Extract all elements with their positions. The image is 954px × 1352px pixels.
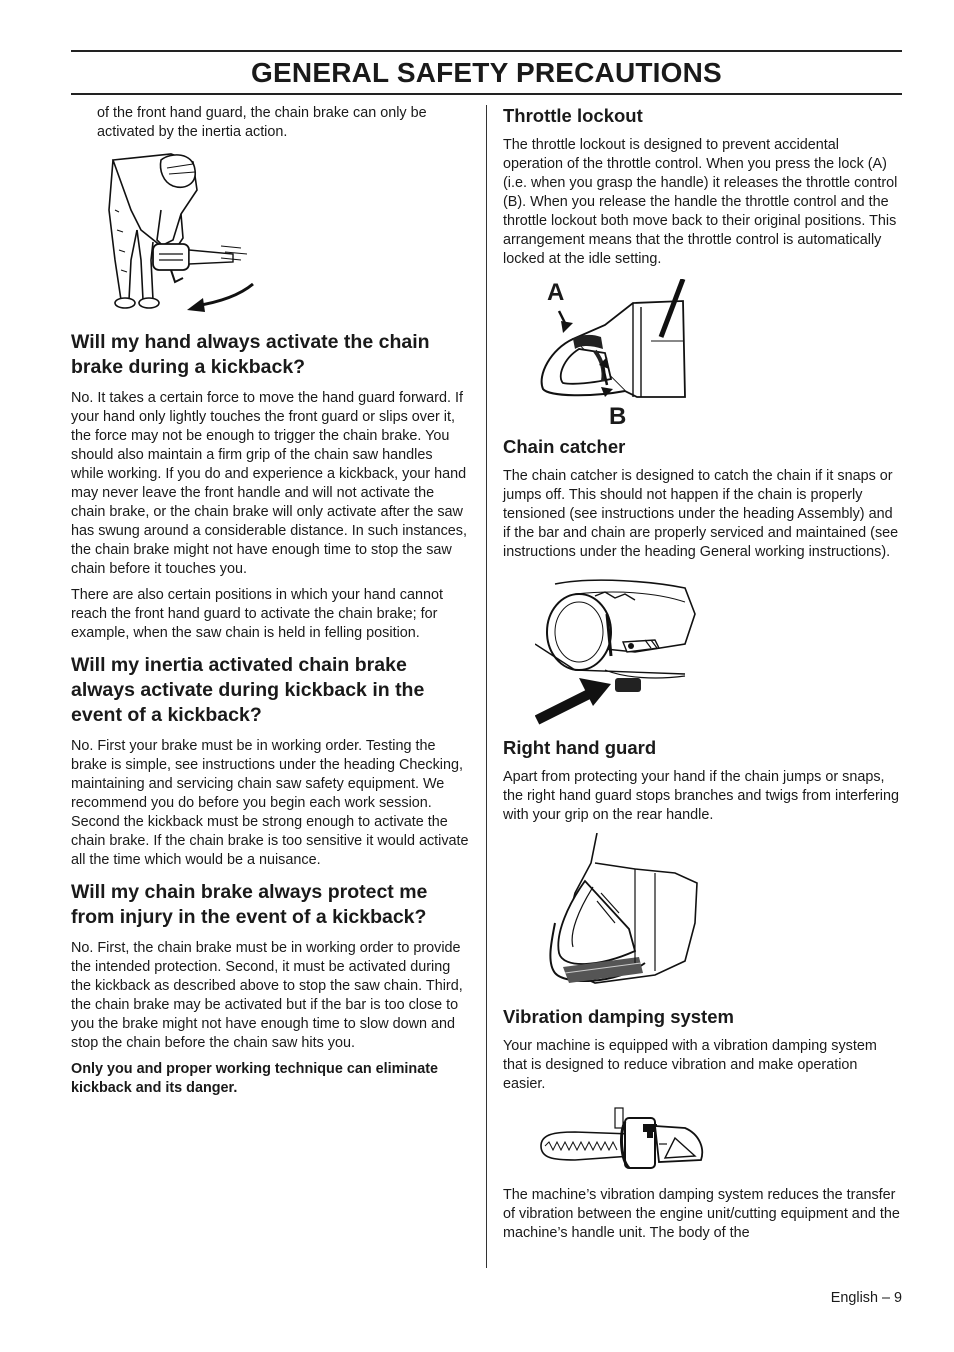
heading-vibration-damping: Vibration damping system bbox=[503, 1006, 734, 1027]
intro-text: of the front hand guard, the chain brake can only be activated by the inertia action. bbox=[97, 105, 427, 140]
throttle-lockout-figure bbox=[533, 279, 733, 435]
heading-inertia-brake: Will my inertia activated chain brake always activate during kickback in the event of a kickback? bbox=[71, 654, 425, 726]
page-footer: English – 9 bbox=[830, 1290, 902, 1306]
column-divider bbox=[486, 105, 487, 1268]
heading-throttle-lockout: Throttle lockout bbox=[503, 105, 643, 126]
paragraph-hand-activate-2: There are also certain positions in which your hand cannot reach the front hand guard to activate the chain brake; for example, when the saw chain is held in felling position. bbox=[71, 587, 443, 641]
heading-brake-protect: Will my chain brake always protect me from injury in the event of a kickback? bbox=[71, 881, 428, 928]
label-b: B bbox=[609, 403, 627, 430]
heading-hand-activate: Will my hand always activate the chain brake during a kickback? bbox=[71, 331, 430, 378]
paragraph-chain-catcher: The chain catcher is designed to catch the chain if it snaps or jumps off. This should not happen if the chain is properly tensioned (see instructions under the heading Assembly) and if the bar and chain are properly serviced and maintained (see instructions under the heading General working instructions). bbox=[503, 468, 899, 560]
warning-technique: Only you and proper working technique can eliminate kickback and its danger. bbox=[71, 1061, 439, 1096]
paragraph-inertia-brake: No. First your brake must be in working order. Testing the brake is simple, see instructions under the heading Checking, maintaining and servicing chain saw safety equipment. We recommend you do before you begin each work session. Second the kickback must be strong enough to activate the chain brake. If the chain brake is too sensitive it would activate all the time which would be a nuisance. bbox=[71, 738, 469, 868]
paragraph-hand-activate-1: No. It takes a certain force to move the hand guard forward. If your hand only lightly touches the front guard or slips over it, the force may not be enough to trigger the chain brake. You should also maintain a firm grip of the chain saw handles while working. If you do and experience a kickback, your hand may never leave the front handle and will not activate the chain brake, or the chain brake will only activate after the saw has swung around a considerable distance. In such instances, the chain brake might not have enough time to stop the saw chain before it touches you. bbox=[71, 390, 467, 577]
vibration-damping-illustration bbox=[535, 1104, 707, 1174]
header-rule-top bbox=[71, 50, 902, 52]
right-hand-guard-illustration bbox=[535, 833, 715, 995]
label-a: A bbox=[547, 279, 565, 306]
kickback-operator-illustration bbox=[101, 150, 301, 320]
paragraph-throttle-lockout: The throttle lockout is designed to prevent accidental operation of the throttle control. When you press the lock (A) (i.e. when you grasp the handle) it releases the throttle control (B). When you release the handle the throttle control and the throttle lockout both move back to their original positions. This arrangement means that the throttle control is automatically locked at the idle setting. bbox=[503, 137, 898, 267]
paragraph-vibration-1: Your machine is equipped with a vibration damping system that is designed to reduce vibration and make operation easier. bbox=[503, 1038, 877, 1092]
paragraph-brake-protect: No. First, the chain brake must be in working order to provide the intended protection. Second, it must be activated during the kickback as described above to stop the saw chain. Third, the chain brake may be activated but if the bar is too close to you the brake might not have enough time to slow down and stop the chain before the chain saw hits you. bbox=[71, 940, 463, 1051]
heading-right-hand-guard: Right hand guard bbox=[503, 737, 657, 758]
paragraph-right-hand-guard: Apart from protecting your hand if the chain jumps or snaps, the right hand guard stops branches and twigs from interfering with your grip on the rear handle. bbox=[503, 769, 899, 823]
page-title: GENERAL SAFETY PRECAUTIONS bbox=[251, 57, 722, 88]
right-column bbox=[503, 104, 902, 1243]
chain-catcher-illustration bbox=[535, 574, 715, 726]
left-column bbox=[71, 104, 469, 1098]
header-rule-bottom bbox=[71, 93, 902, 95]
heading-chain-catcher: Chain catcher bbox=[503, 436, 626, 457]
paragraph-vibration-2: The machine’s vibration damping system reduces the transfer of vibration between the engine unit/cutting equipment and the machine’s handle unit. The body of the bbox=[503, 1187, 900, 1241]
